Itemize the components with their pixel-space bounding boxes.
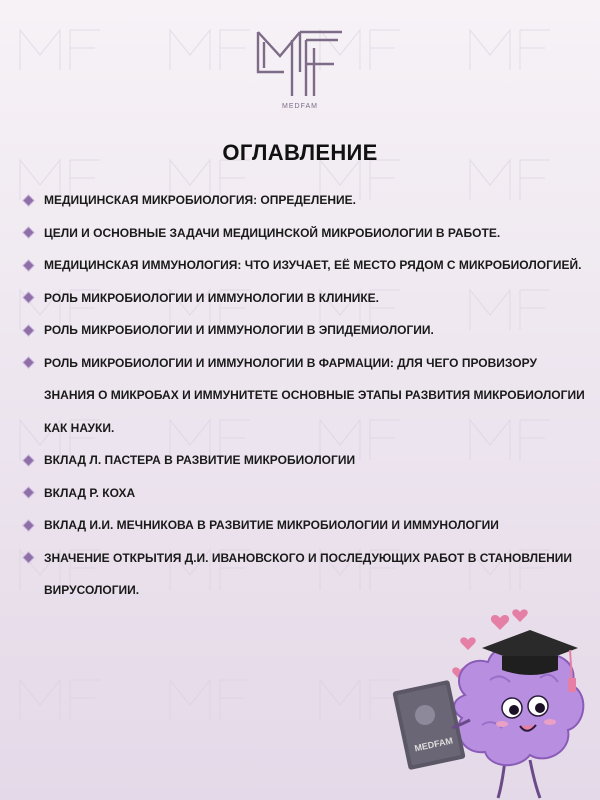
logo-caption: MEDFAM	[282, 103, 318, 110]
toc-item	[22, 477, 588, 510]
mascot-illustration	[390, 600, 600, 800]
bullet-icon	[22, 217, 44, 250]
toc-item-text: ВКЛАД Л. ПАСТЕРА В РАЗВИТИЕ МИКРОБИОЛОГИИ	[44, 453, 356, 467]
book-icon	[392, 680, 465, 770]
toc-item-text: ЦЕЛИ И ОСНОВНЫЕ ЗАДАЧИ МЕДИЦИНСКОЙ МИКРОБИОЛОГИИ В РАБОТЕ.	[44, 225, 501, 240]
bullet-icon	[22, 509, 44, 542]
bullet-icon	[22, 444, 44, 477]
bullet-icon	[22, 249, 44, 282]
toc-item	[22, 444, 588, 477]
bullet-icon	[22, 542, 44, 575]
toc-item	[22, 217, 588, 250]
page-title: ОГЛАВЛЕНИЕ	[222, 140, 378, 165]
medfam-logo	[252, 28, 348, 120]
toc-item	[22, 282, 588, 315]
toc-item-text: МЕДИЦИНСКАЯ ИММУНОЛОГИЯ: ЧТО ИЗУЧАЕТ, ЕЁ МЕСТО РЯДОМ С МИКРОБИОЛОГИЕЙ.	[44, 258, 582, 272]
toc-item	[22, 184, 588, 217]
emblem-icon	[415, 705, 435, 725]
toc-item	[22, 314, 588, 347]
bullet-icon	[22, 477, 44, 510]
toc-item-text: ВКЛАД Р. КОХА	[44, 485, 136, 500]
bullet-icon	[22, 282, 44, 315]
toc-item-text: МЕДИЦИНСКАЯ МИКРОБИОЛОГИЯ: ОПРЕДЕЛЕНИЕ.	[44, 193, 356, 207]
toc-item-text: РОЛЬ МИКРОБИОЛОГИИ И ИММУНОЛОГИИ В ФАРМАЦИИ: ДЛЯ ЧЕГО ПРОВИЗОРУ ЗНАНИЯ О МИКРОБАХ И ИММУНИТЕТЕ ОСНОВНЫЕ ЭТАПЫ РАЗВИТИЯ МИКРОБИОЛОГИИ КАК НАУКИ.	[44, 355, 585, 435]
medfam-logo-icon	[254, 28, 346, 100]
bullet-icon	[22, 347, 44, 380]
toc-item-text: РОЛЬ МИКРОБИОЛОГИИ И ИММУНОЛОГИИ В КЛИНИКЕ.	[44, 290, 380, 305]
toc-item-text: ЗНАЧЕНИЕ ОТКРЫТИЯ Д.И. ИВАНОВСКОГО И ПОСЛЕДУЮЩИХ РАБОТ В СТАНОВЛЕНИИ ВИРУСОЛОГИИ.	[44, 550, 573, 597]
toc-item	[22, 347, 588, 445]
book-label: MEDFAM	[413, 735, 454, 754]
table-of-contents	[22, 184, 588, 607]
bullet-icon	[22, 314, 44, 347]
bullet-icon	[22, 184, 44, 217]
toc-item	[22, 542, 588, 607]
toc-item-text: РОЛЬ МИКРОБИОЛОГИИ И ИММУНОЛОГИИ В ЭПИДЕМИОЛОГИИ.	[44, 323, 434, 337]
toc-item	[22, 249, 588, 282]
toc-item-text: ВКЛАД И.И. МЕЧНИКОВА В РАЗВИТИЕ МИКРОБИОЛОГИИ И ИММУНОЛОГИИ	[44, 518, 499, 532]
toc-item	[22, 509, 588, 542]
